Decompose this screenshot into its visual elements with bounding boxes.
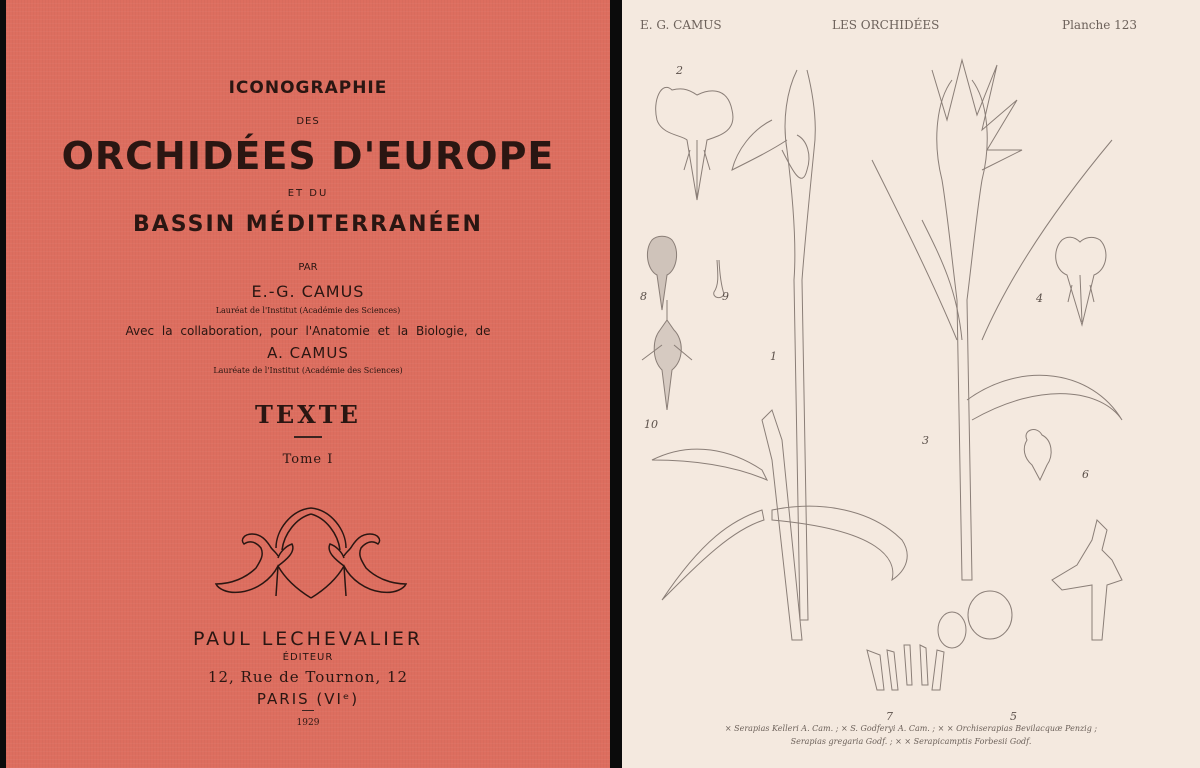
figure-label-2: 2 (676, 64, 683, 77)
cover-author-2-note: Lauréate de l'Institut (Académie des Sciences) (213, 366, 403, 375)
cover-line-et-du: ET DU (287, 188, 329, 199)
plate-caption-line-1: × Serapias Kelleri A. Cam. ; × S. Godferyi A. Cam. ; × × Orchiserapias Bevilacquæ Penzig ; (724, 724, 1098, 733)
orchid-ornament-icon (206, 500, 416, 600)
book-cover (6, 0, 610, 768)
plate-header-author: E. G. CAMUS (640, 18, 722, 32)
cover-year: 1929 (296, 718, 320, 728)
cover-collaboration: Avec la collaboration, pour l'Anatomie et la Biologie, de (125, 324, 491, 338)
figure-label-10: 10 (644, 418, 658, 431)
cover-line-iconographie: ICONOGRAPHIE (228, 78, 388, 98)
cover-address: 12, Rue de Tournon, 12 (207, 668, 409, 686)
cover-author-1: E.-G. CAMUS (251, 282, 365, 301)
botanical-plate (622, 0, 1200, 768)
cover-author-2: A. CAMUS (267, 344, 349, 362)
figure-label-8: 8 (640, 290, 647, 303)
divider (302, 710, 314, 711)
cover-line-des: DES (296, 116, 320, 127)
cover-city: PARIS (VIᵉ) (256, 690, 360, 708)
figure-label-4: 4 (1036, 292, 1043, 305)
cover-author-1-note: Lauréat de l'Institut (Académie des Sciences) (215, 306, 401, 315)
cover-volume: Tome I (282, 452, 334, 467)
figure-label-7: 7 (886, 710, 893, 723)
figure-label-9: 9 (722, 290, 729, 303)
figure-label-3: 3 (922, 434, 929, 447)
cover-volume-type: TEXTE (255, 400, 361, 429)
cover-subtitle: BASSIN MÉDITERRANÉEN (133, 212, 483, 237)
cover-publisher: PAUL LECHEVALIER (192, 628, 424, 650)
cover-title: ORCHIDÉES D'EUROPE (61, 134, 555, 178)
orchid-illustration-icon (622, 40, 1200, 700)
plate-header-title: LES ORCHIDÉES (832, 18, 940, 32)
cover-publisher-role: ÉDITEUR (282, 652, 334, 663)
plate-header-number: Planche 123 (1062, 18, 1138, 32)
divider (294, 436, 322, 438)
plate-caption-line-2: Serapias gregaria Godf. ; × × Serapicamptis Forbesii Godf. (790, 737, 1032, 746)
cover-par: PAR (298, 262, 318, 273)
figure-label-5: 5 (1010, 710, 1017, 723)
figure-label-6: 6 (1082, 468, 1089, 481)
figure-label-1: 1 (770, 350, 777, 363)
